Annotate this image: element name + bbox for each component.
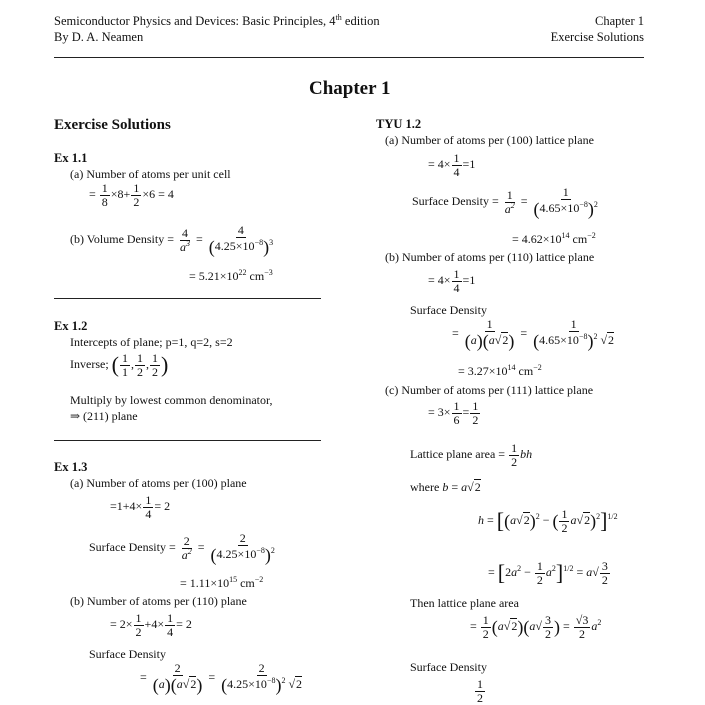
tyu12-a-eq: = 4× $\frac{1}{4}$ =1 [428, 151, 476, 179]
ex12-inverse-label: Inverse; [70, 356, 109, 371]
tyu12-where-row: where b = a√2 [410, 480, 481, 494]
tyu12-surface-density-label: Surface Density [412, 193, 489, 208]
tyu12-lattice-area-label: Lattice plane area [410, 446, 496, 461]
tyu12-a-result: = $4.62\times 10^{14}$ $cm^{-2}$ [512, 231, 596, 246]
section-title: Exercise Solutions [54, 117, 171, 133]
tyu12-b-eq: = 4× $\frac{1}{4}$ =1 [428, 267, 476, 295]
ex11-a-label: (a) Number of atoms per unit cell [70, 167, 231, 181]
ex11-b-row: (b) Volume Density = $\frac{4}{a^3}$ = $\frac{4}{(4.25\times 10^{-8})^3}$ [70, 223, 274, 257]
tyu12-b-result: = $3.27\times 10^{14}$ $cm^{-2}$ [458, 363, 542, 378]
ex13-a-density-row: Surface Density = $\frac{2}{a^2}$ = $\frac{2}{(4.25\times 10^{-8})^2}$ [89, 531, 275, 565]
ex13-a-label: (a) Number of atoms per (100) plane [70, 476, 247, 490]
ex11-a-eq: = $\frac{1}{8}$ ×8+ $\frac{1}{2}$ ×6 = 4 [89, 181, 174, 209]
tyu12-title: TYU 1.2 [376, 117, 422, 131]
ex13-a-result: = $1.11\times 10^{15}$ $cm^{-2}$ [180, 575, 264, 590]
tyu12-c-density-eq: $\frac{1}{2}$ [477, 677, 483, 705]
ex11-result: = $5.21\times 10^{22}$ $cm^{-3}$ [189, 268, 273, 283]
header-section-label: Exercise Solutions [550, 30, 644, 44]
header-rule [54, 57, 644, 58]
tyu12-a-label: (a) Number of atoms per (100) lattice plane [385, 133, 594, 147]
tyu12-lattice-area-row: Lattice plane area = $\frac{1}{2}$ bh [410, 441, 533, 469]
ex11-title: Ex 1.1 [54, 151, 88, 165]
ex12-title: Ex 1.2 [54, 319, 88, 333]
tyu12-surface-density-c-label: Surface Density [410, 660, 487, 674]
ex12-divider [54, 440, 321, 441]
ex13-a-eq: =1+4× $\frac{1}{4}$ = 2 [110, 493, 171, 521]
ex11-divider [54, 298, 321, 299]
tyu12-h-eq: $h = [(a√2)^2$ − ( $\frac{1}{2}$ a√2)$^2$]$^{1/2}$ [478, 507, 618, 535]
ex12-multiply: Multiply by lowest common denominator, [70, 393, 273, 407]
ex12-intercepts: Intercepts of plane; p=1, q=2, s=2 [70, 335, 233, 349]
tyu12-area-eq: = $\frac{1}{2}$ (a√2)(a√ $\frac{3}{2}$ ) = $\frac{√3}{2}$ $a^2$ [470, 613, 602, 641]
header-author: By D. A. Neamen [54, 30, 144, 44]
tyu12-c-eq: = 3× $\frac{1}{6}$ = $\frac{1}{2}$ [428, 399, 479, 427]
ex13-surface-density-label: Surface Density [89, 539, 166, 554]
ex12-inverse-row: Inverse; ( $\frac{1}{1}$ , $\frac{1}{2}$ , $\frac{1}{2}$ ) [70, 351, 169, 379]
ex11-b-label: (b) Volume Density [70, 231, 165, 246]
ex13-b-eq: = 2× $\frac{1}{2}$ +4× $\frac{1}{4}$ = 2 [110, 611, 192, 639]
tyu12-h-eq2: = [$2a^2$ − $\frac{1}{2}$ $a^2]^{1/2} = a√$ $\frac{3}{2}$ [488, 559, 608, 587]
page-title: Chapter 1 [309, 78, 391, 99]
ex13-b-density-eq: = $\frac{2}{(a)(a√2)}$ = $\frac{2}{(4.25\times 10^{-8})^2 √2}$ [140, 661, 303, 695]
tyu12-where-label: where [410, 480, 440, 494]
ex13-b-label: (b) Number of atoms per (110) plane [70, 594, 247, 608]
ex13-title: Ex 1.3 [54, 460, 88, 474]
header-book-title: Semiconductor Physics and Devices: Basic Principles, 4th edition [54, 12, 380, 28]
ex12-plane: ⇒ (211) plane [70, 409, 138, 423]
ex13-surface-density-b-label: Surface Density [89, 647, 166, 661]
tyu12-a-density-row: Surface Density = $\frac{1}{a^2}$ = $\frac{1}{(4.65\times 10^{-8})^2}$ [412, 185, 598, 219]
tyu12-then-label: Then lattice plane area [410, 596, 519, 610]
tyu12-c-label: (c) Number of atoms per (111) lattice plane [385, 383, 594, 397]
tyu12-b-label: (b) Number of atoms per (110) lattice plane [385, 250, 595, 264]
header-chapter: Chapter 1 [595, 14, 644, 28]
tyu12-surface-density-b-label: Surface Density [410, 303, 487, 317]
tyu12-b-density-eq: = $\frac{1}{(a)(a√2)}$ = $\frac{1}{(4.65\times 10^{-8})^2 √2}$ [452, 317, 615, 351]
